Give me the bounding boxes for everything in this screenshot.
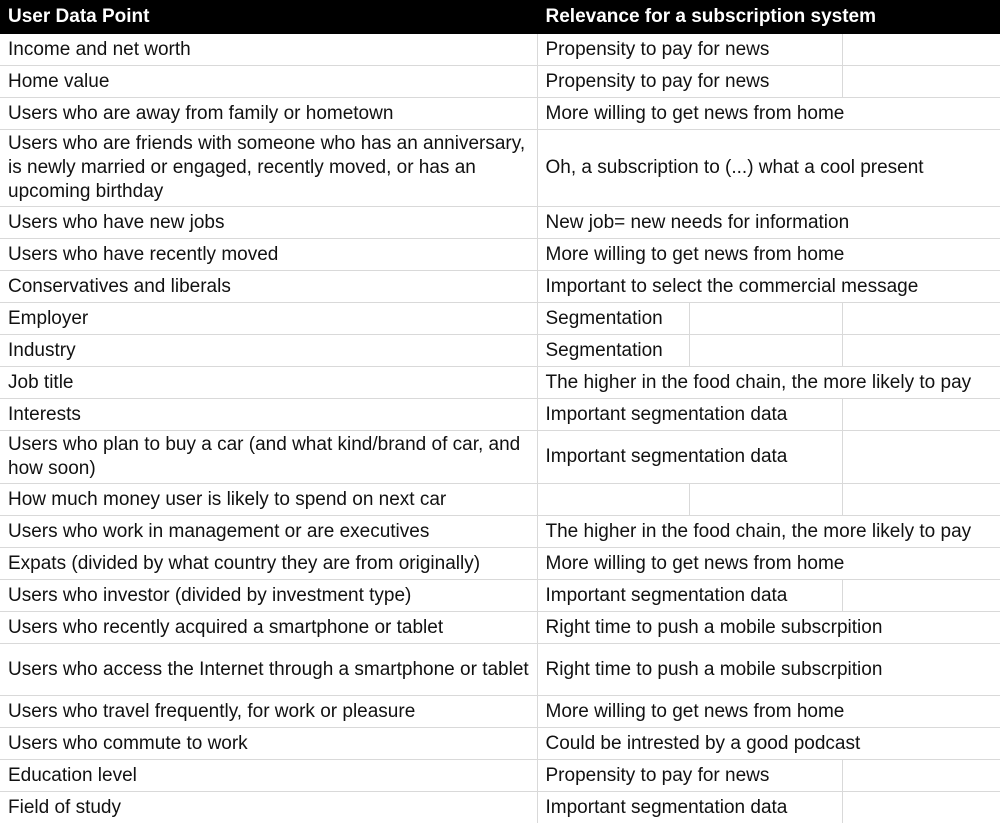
cell-data-point[interactable]: Users who have recently moved <box>0 239 537 271</box>
cell-relevance[interactable]: Propensity to pay for news <box>537 34 842 66</box>
table-row <box>0 612 1000 644</box>
cell-empty[interactable] <box>842 66 1000 98</box>
table-row <box>0 516 1000 548</box>
table-row <box>0 696 1000 728</box>
table-row <box>0 34 1000 66</box>
cell-relevance[interactable]: Could be intrested by a good podcast <box>537 728 1000 760</box>
cell-data-point[interactable]: Conservatives and liberals <box>0 271 537 303</box>
table-row <box>0 130 1000 207</box>
cell-relevance[interactable]: Segmentation <box>537 335 689 367</box>
cell-empty[interactable] <box>842 34 1000 66</box>
table-row <box>0 66 1000 98</box>
cell-empty[interactable] <box>689 335 842 367</box>
cell-data-point[interactable]: Users who have new jobs <box>0 207 537 239</box>
cell-empty[interactable] <box>842 484 1000 516</box>
cell-data-point[interactable]: Employer <box>0 303 537 335</box>
cell-data-point[interactable]: Users who are friends with someone who has an anniversary, is newly married or engaged, recently moved, or has an upcoming birthday <box>0 130 537 207</box>
cell-data-point[interactable]: Expats (divided by what country they are from originally) <box>0 548 537 580</box>
cell-empty[interactable] <box>842 580 1000 612</box>
cell-relevance[interactable]: Important segmentation data <box>537 580 842 612</box>
header-row <box>0 0 1000 34</box>
cell-data-point[interactable]: Interests <box>0 399 537 431</box>
cell-relevance[interactable]: The higher in the food chain, the more likely to pay <box>537 367 1000 399</box>
cell-data-point[interactable]: Users who are away from family or hometown <box>0 98 537 130</box>
cell-relevance[interactable]: Oh, a subscription to (...) what a cool present <box>537 130 1000 207</box>
table-row <box>0 431 1000 484</box>
header-user-data-point[interactable]: User Data Point <box>0 0 537 34</box>
cell-relevance[interactable]: Propensity to pay for news <box>537 760 842 792</box>
cell-empty[interactable] <box>689 484 842 516</box>
cell-relevance[interactable]: More willing to get news from home <box>537 696 1000 728</box>
cell-relevance[interactable]: New job= new needs for information <box>537 207 1000 239</box>
cell-relevance[interactable]: Segmentation <box>537 303 689 335</box>
cell-data-point[interactable]: Users who plan to buy a car (and what kind/brand of car, and how soon) <box>0 431 537 484</box>
table-row <box>0 303 1000 335</box>
cell-empty[interactable] <box>689 303 842 335</box>
cell-relevance[interactable] <box>537 484 689 516</box>
cell-empty[interactable] <box>842 399 1000 431</box>
table-row <box>0 484 1000 516</box>
cell-relevance[interactable]: More willing to get news from home <box>537 98 1000 130</box>
table-row <box>0 98 1000 130</box>
cell-data-point[interactable]: Users who travel frequently, for work or pleasure <box>0 696 537 728</box>
cell-empty[interactable] <box>842 303 1000 335</box>
cell-data-point[interactable]: Field of study <box>0 792 537 824</box>
cell-relevance[interactable]: Important segmentation data <box>537 792 842 824</box>
cell-relevance[interactable]: More willing to get news from home <box>537 239 1000 271</box>
cell-data-point[interactable]: Education level <box>0 760 537 792</box>
table-row <box>0 580 1000 612</box>
cell-data-point[interactable]: Users who work in management or are executives <box>0 516 537 548</box>
header-relevance[interactable]: Relevance for a subscription system <box>537 0 1000 34</box>
cell-empty[interactable] <box>842 335 1000 367</box>
cell-data-point[interactable]: Users who investor (divided by investment type) <box>0 580 537 612</box>
table-row <box>0 548 1000 580</box>
table-row <box>0 728 1000 760</box>
cell-data-point[interactable]: Users who access the Internet through a smartphone or tablet <box>0 644 537 696</box>
table-row <box>0 792 1000 824</box>
cell-empty[interactable] <box>842 431 1000 484</box>
cell-data-point[interactable]: Users who recently acquired a smartphone or tablet <box>0 612 537 644</box>
cell-relevance[interactable]: More willing to get news from home <box>537 548 1000 580</box>
cell-relevance[interactable]: The higher in the food chain, the more likely to pay <box>537 516 1000 548</box>
table-row <box>0 644 1000 696</box>
table-row <box>0 367 1000 399</box>
cell-empty[interactable] <box>842 792 1000 824</box>
cell-data-point[interactable]: How much money user is likely to spend on next car <box>0 484 537 516</box>
table-row <box>0 760 1000 792</box>
cell-relevance[interactable]: Important to select the commercial message <box>537 271 1000 303</box>
cell-relevance[interactable]: Propensity to pay for news <box>537 66 842 98</box>
table-row <box>0 399 1000 431</box>
cell-relevance[interactable]: Important segmentation data <box>537 431 842 484</box>
table-row <box>0 207 1000 239</box>
table-row <box>0 239 1000 271</box>
cell-relevance[interactable]: Important segmentation data <box>537 399 842 431</box>
cell-data-point[interactable]: Job title <box>0 367 537 399</box>
cell-data-point[interactable]: Income and net worth <box>0 34 537 66</box>
cell-data-point[interactable]: Home value <box>0 66 537 98</box>
cell-empty[interactable] <box>842 760 1000 792</box>
cell-relevance[interactable]: Right time to push a mobile subscrpition <box>537 612 1000 644</box>
cell-relevance[interactable]: Right time to push a mobile subscrpition <box>537 644 1000 696</box>
cell-data-point[interactable]: Users who commute to work <box>0 728 537 760</box>
table-row <box>0 335 1000 367</box>
cell-data-point[interactable]: Industry <box>0 335 537 367</box>
table-row <box>0 271 1000 303</box>
